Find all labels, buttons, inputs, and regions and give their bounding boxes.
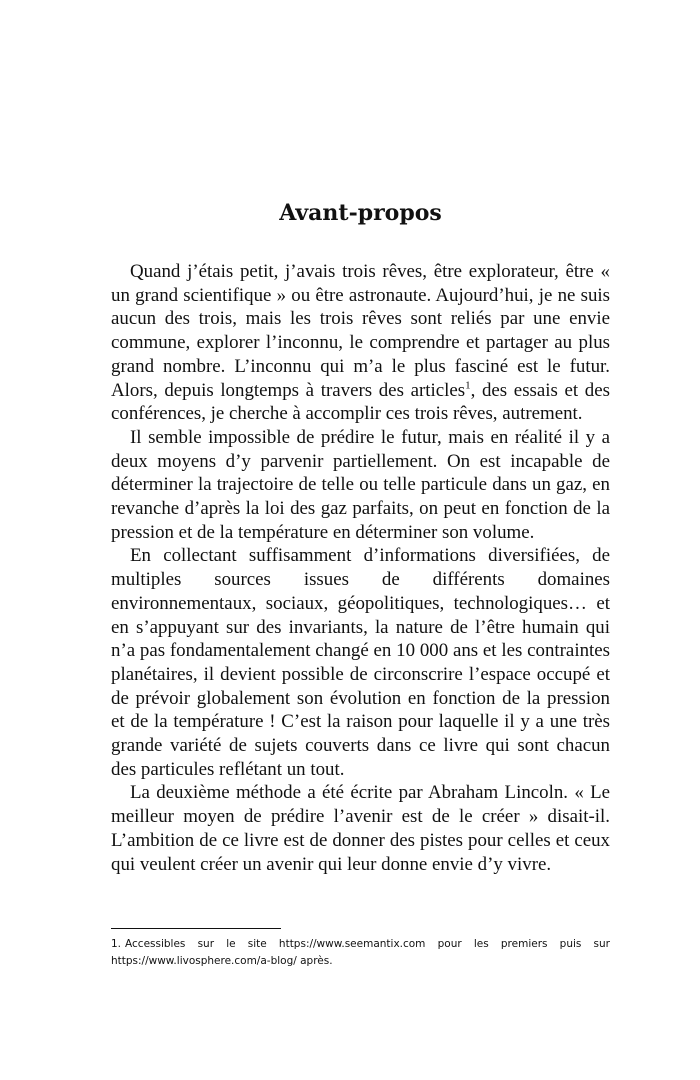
- footnote-reference[interactable]: 1: [465, 379, 471, 392]
- footnote-link-seemantix[interactable]: https://www.seemantix.com: [278, 938, 426, 950]
- paragraph-1: [111, 260, 610, 426]
- book-page: [111, 0, 610, 1080]
- footnote-text: Accessibles sur le site: [125, 938, 279, 950]
- paragraph-4: La deuxième méthode a été écrite par Abraham Lincoln. « Le meilleur moyen de prédire l’avenir est de le créer » disait-il. L’ambition de ce livre est de donner des pistes pour celles et ceux qui veulent créer un avenir qui leur donne envie d’y vivre.: [111, 782, 610, 875]
- paragraph-3: En collectant suffisamment d’informations diversifiées, de multiples sources issues de différents domaines environnementaux, sociaux, géopolitiques, technologiques… et en s’appuyant sur des invariants, la nature de l’être humain qui n’a pas fondamentalement changé en 10 000 ans et les contraintes planétaires, il devient possible de circonscrire l’espace occupé et de prévoir globalement son évolution en fonction de la pression et de la température ! C’est la raison pour laquelle il y a une très grande variété de sujets couverts dans ce livre qui sont chacun des particules reflétant un tout.: [111, 545, 610, 780]
- footnote-text-middle: pour les premiers puis sur: [425, 938, 610, 950]
- footnote-link-livosphere[interactable]: https://www.livosphere.com/a-blog/: [111, 955, 297, 967]
- paragraph-1-text: Quand j’étais petit, j’avais trois rêves, être explorateur, être « un grand scientifique » ou être astronaute. Aujourd’hui, je ne suis aucun des trois, mais les trois rêves sont reliés par une envie commune, explorer l’inconnu, le comprendre et partager au plus grand nombre. L’inconnu qui m’a le plus fasciné est le futur. Alors, depuis longtemps à travers des articles: [111, 261, 610, 401]
- footnote-divider: [111, 928, 281, 929]
- paragraph-2: Il semble impossible de prédire le futur, mais en réalité il y a deux moyens d’y parvenir partiellement. On est incapable de déterminer la trajectoire de telle ou telle particule dans un gaz, en revanche d’après la loi des gaz parfaits, on peut en fonction de la pression et de la température en déterminer son volume.: [111, 426, 610, 543]
- paragraph-1-text-continued: , des essais et des conférences, je cherche à accomplir ces trois rêves, autrement.: [111, 379, 610, 425]
- body-text: [111, 260, 610, 876]
- footnote-number: 1.: [111, 938, 122, 950]
- footnote: [111, 936, 610, 970]
- page-title: Avant-propos: [279, 200, 442, 226]
- footnote-text-end: après.: [296, 955, 333, 967]
